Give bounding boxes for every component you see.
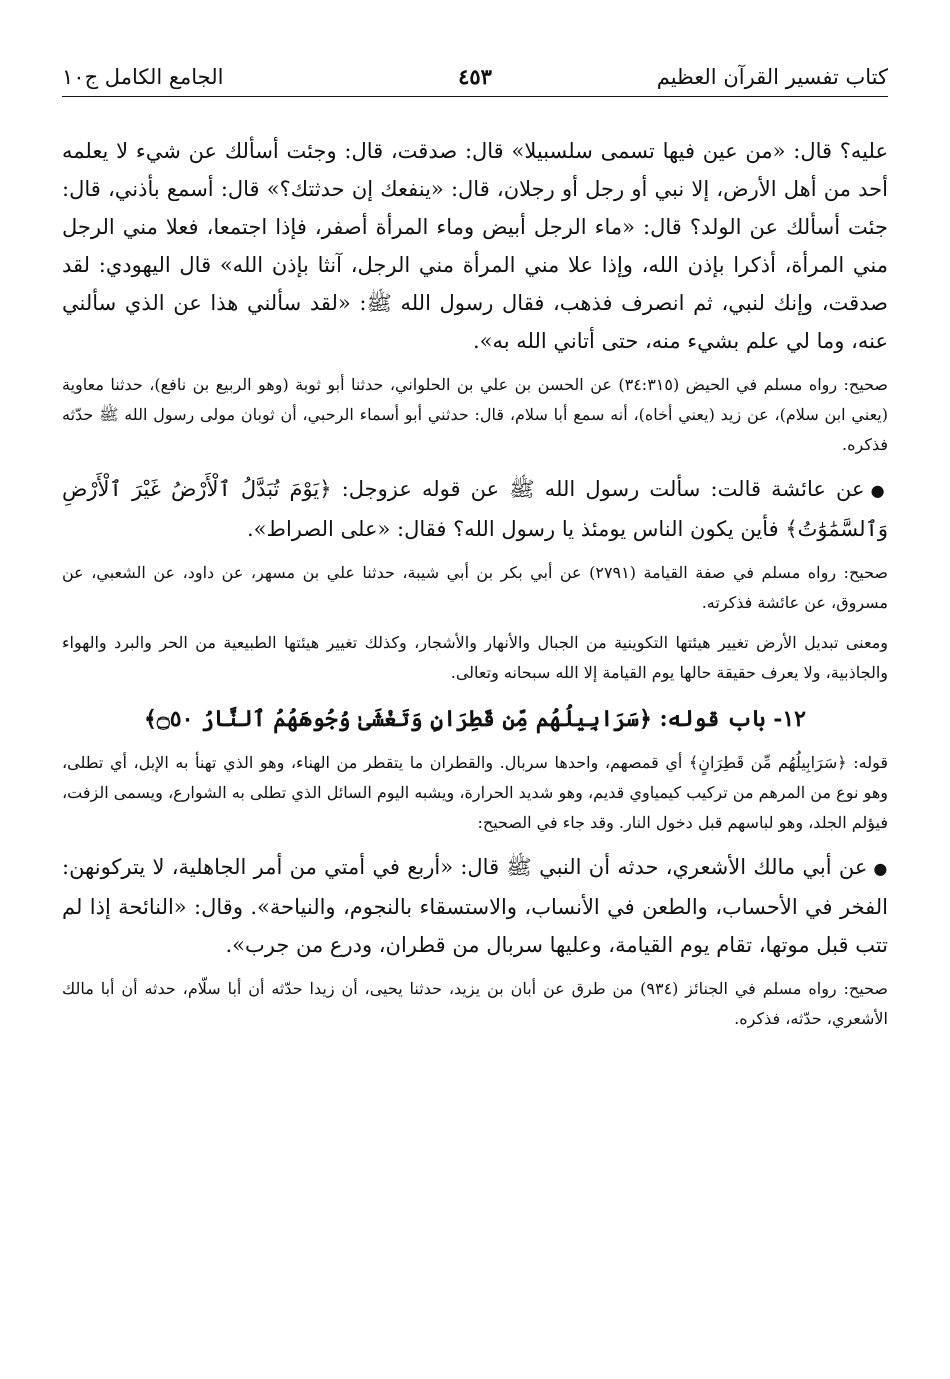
- paragraph-hadith-abu-malik: [62, 848, 888, 964]
- commentary-qatiran: قوله: ﴿سَرَابِيلُهُم مِّن قَطِرَانٍ﴾ أي قمصهم، واحدها سربال. والقطران ما يتقطر من الهناء، وهو الذي تهنأ به الإبل، أي تطلى، وهو نوع من المرهم من تركيب كيمياوي قديم، وهو شديد الحرارة، ويشبه اليوم السائل الذي تطلى به الشوارع، ويسمى الزفت، فيؤلم الجلد، وهو لباسهم قبل دخول النار. وقد جاء في الصحيح:: [62, 753, 888, 832]
- footnote-takhrij-2: صحيح: رواه مسلم في صفة القيامة (٢٧٩١) عن أبي بكر بن أبي شيبة، حدثنا علي بن مسهر، عن داود، عن الشعبي، عن مسروق، عن عائشة فذكرته.: [62, 563, 889, 612]
- volume-label: الجامع الكامل ج١٠: [62, 65, 224, 89]
- bullet-icon: ●: [873, 859, 888, 878]
- commentary-tabdil: ومعنى تبديل الأرض تغيير هيئتها التكوينية من الجبال والأنهار والأشجار، وكذلك تغيير هيئتها الطبيعية من الحر والبرد والهواء والجاذبية، ولا يعرف حقيقة حالها يوم القيامة إلا الله سبحانه وتعالى.: [62, 633, 888, 682]
- page-header: [62, 62, 888, 97]
- footnote-takhrij-3: صحيح: رواه مسلم في الجنائز (٩٣٤) من طرق عن أبان بن يزيد، حدثنا يحيى، أن زيدا حدّثه أن أبا سلّام، حدثه أن أبا مالك الأشعري، حدّثه، فذكره.: [62, 979, 889, 1028]
- hadith-text: عن عائشة قالت: سألت رسول الله ﷺ عن قوله عزوجل: ﴿يَوْمَ تُبَدَّلُ ٱلْأَرْضُ غَيْرَ ٱلْأَرْضِ وَٱلسَّمَٰوَٰتُ﴾ فأين يكون الناس يومئذ يا رسول الله؟ فقال: «على الصراط».: [62, 477, 888, 541]
- page-number: ٤٥٣: [458, 64, 492, 89]
- book-title: كتاب تفسير القرآن العظيم: [656, 65, 888, 89]
- chapter-heading: ١٢- باب قوله: ﴿سَرَابِيلُهُم مِّن قَطِرَانٍ وَتَغْشَىٰ وُجُوهَهُمُ ٱلنَّارُ ۝٥٠﴾: [144, 706, 806, 732]
- page-content: [62, 132, 888, 1044]
- paragraph-hadith-aisha: [62, 470, 888, 548]
- footnote-takhrij-1: صحيح: رواه مسلم في الحيض (٣٤:٣١٥) عن الحسن بن علي بن الحلواني، حدثنا أبو ثوبة (وهو الربيع بن نافع)، حدثنا معاوية (يعني ابن سلام)، عن زيد (يعني أخاه)، أنه سمع أبا سلام، قال: حدثني أبو أسماء الرحبي، أن ثوبان مولى رسول الله ﷺ حدّثه فذكره.: [62, 375, 889, 454]
- bullet-icon: ●: [870, 481, 888, 500]
- hadith-text: عن أبي مالك الأشعري، حدثه أن النبي ﷺ قال: «أربع في أمتي من أمر الجاهلية، لا يتركونهن: الفخر في الأحساب، والطعن في الأنساب، والاستسقاء بالنجوم، والنياحة». وقال: «النائحة إذا لم تتب قبل موتها، تقام يوم القيامة، وعليها سربال من قطران، ودرع من جرب».: [62, 855, 888, 957]
- paragraph-hadith-continuation: عليه؟ قال: «من عين فيها تسمى سلسبيلا» قال: صدقت، قال: وجئت أسألك عن شيء لا يعلمه أحد من أهل الأرض، إلا نبي أو رجل أو رجلان، قال: «ينفعك إن حدثتك؟» قال: أسمع بأذني، قال: جئت أسألك عن الولد؟ قال: «ماء الرجل أبيض وماء المرأة أصفر، فإذا اجتمعا، فعلا مني الرجل مني المرأة، أذكرا بإذن الله، وإذا علا مني المرأة مني الرجل، آنثا بإذن الله» قال اليهودي: لقد صدقت، وإنك لنبي، ثم انصرف فذهب، فقال رسول الله ﷺ: «لقد سألني هذا عن الذي سألني عنه، وما لي علم بشيء منه، حتى أتاني الله به».: [62, 139, 888, 353]
